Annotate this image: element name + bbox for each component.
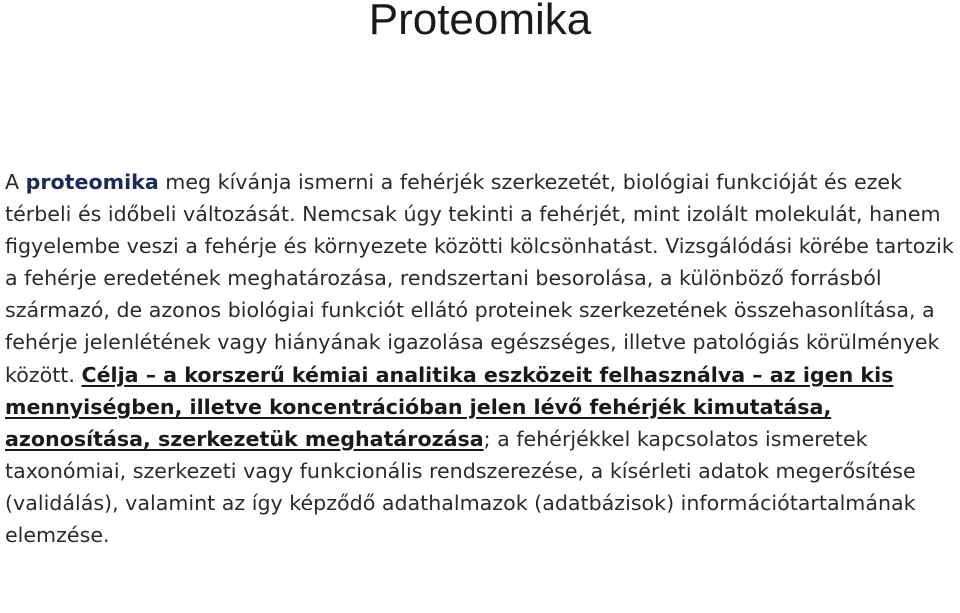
goal-statement: Célja – a korszerű kémiai analitika eszközeit felhasználva – az igen kis mennyiségben, illetve koncentrációban jelen lévő fehérjék kimutatása, azonosítása, szerkezetük meghatározása (5, 362, 894, 451)
paragraph-intro-text: meg kívánja ismerni a fehérjék szerkezetét, biológiai funkcióját és ezek térbeli és időbeli változását. Nemcsak úgy tekinti a fehérjét, mint izolált molekulát, hanem figyelembe veszi a fehérje és környezete közötti kölcsönhatást. Vizsgálódási körébe tartozik a fehérje eredetének meghatározása, rendszertani besorolása, a különböző forrásból származó, de azonos biológiai funkciót ellátó proteinek szerkezetének összehasonlítása, a fehérje jelenlétének vagy hiányának igazolása egészséges, illetve patológiás körülmények között. (5, 170, 954, 387)
paragraph-outro-text: ; a fehérjékkel kapcsolatos ismeretek taxonómiai, szerkezeti vagy funkcionális rendszerezése, a kísérleti adatok megerősítése (validálás), valamint az így képződő adathalmazok (adatbázisok) információtartalmának elemzése. (5, 426, 916, 548)
paragraph-article: A (5, 170, 20, 194)
term-proteomika: proteomika (25, 170, 159, 194)
slide-title: Proteomika (368, 0, 592, 44)
body-paragraph (5, 166, 960, 551)
